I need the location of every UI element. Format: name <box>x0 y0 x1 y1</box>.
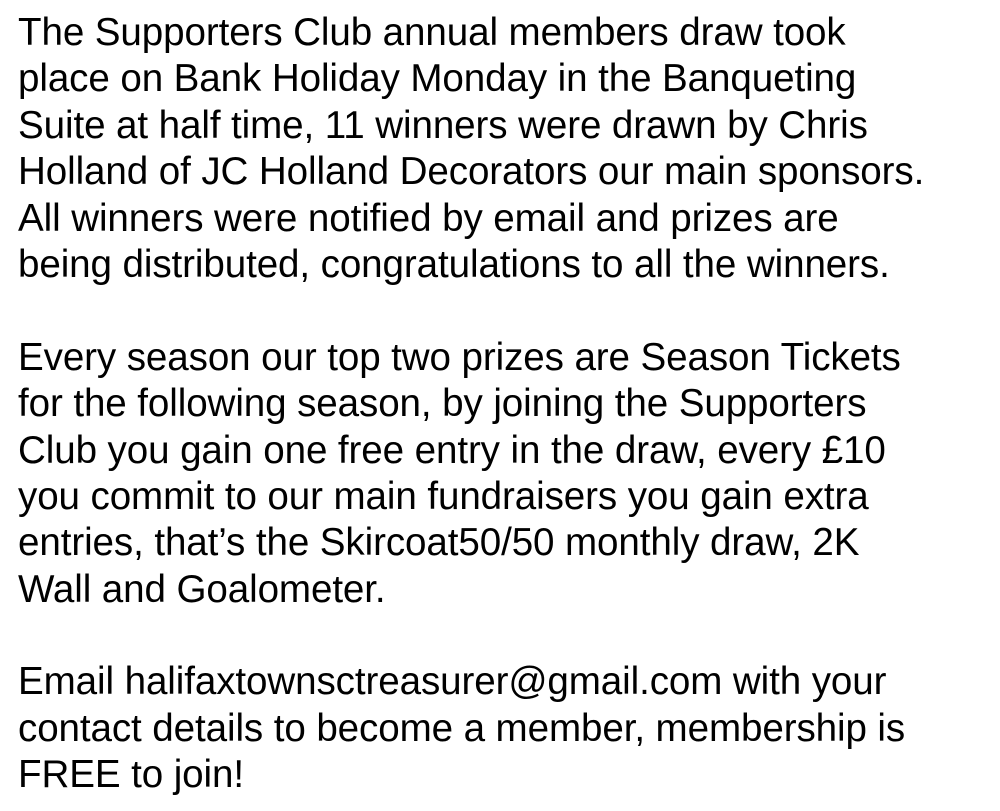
text-line: FREE to join! <box>18 753 244 797</box>
text-line: Suite at half time, 11 winners were drawn by Chris <box>18 103 868 147</box>
text-line: you commit to our main fundraisers you gain extra <box>18 474 869 518</box>
text-line: contact details to become a member, membership is <box>18 706 906 750</box>
email-prefix: Email <box>18 660 125 704</box>
text-line: The Supporters Club annual members draw took <box>18 11 846 54</box>
text-line: for the following season, by joining the Supporters <box>18 382 867 426</box>
paragraph-membership-contact <box>18 659 993 798</box>
paragraph-spacer <box>18 613 993 659</box>
announcement-text <box>18 10 993 799</box>
paragraph-season-prizes <box>18 335 993 613</box>
text-line: Club you gain one free entry in the draw, every £10 <box>18 428 886 472</box>
text-line: Every season our top two prizes are Season Tickets <box>18 335 901 379</box>
text-line: place on Bank Holiday Monday in the Banqueting <box>18 57 857 101</box>
text-line: being distributed, congratulations to all the winners. <box>18 242 890 286</box>
text-line: Holland of JC Holland Decorators our main sponsors. <box>18 150 925 194</box>
email-address-link[interactable]: halifaxtownsctreasurer@gmail.com <box>124 660 723 704</box>
email-suffix: with your <box>722 660 887 704</box>
paragraph-spacer <box>18 288 993 334</box>
text-line: Wall and Goalometer. <box>18 567 386 611</box>
text-line <box>18 659 993 705</box>
paragraph-draw-results <box>18 10 993 288</box>
text-line: entries, that’s the Skircoat50/50 monthly draw, 2K <box>18 521 860 565</box>
text-line: All winners were notified by email and prizes are <box>18 196 839 240</box>
